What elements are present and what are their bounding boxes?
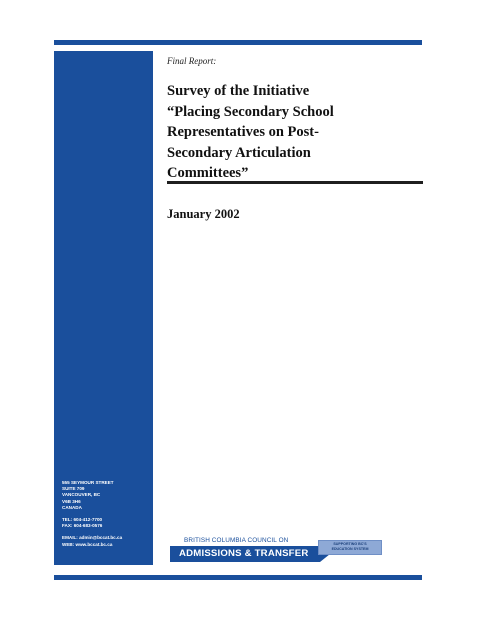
report-title-line: “Placing Secondary School [167,103,334,120]
logo-council-text: BRITISH COLUMBIA COUNCIL ON [184,537,289,544]
report-header [167,56,423,184]
logo-name-text: ADMISSIONS & TRANSFER [179,548,309,559]
address-country: CANADA [62,504,82,510]
bccat-logo [170,535,386,567]
address-block [62,480,152,548]
address-city: VANCOUVER, BC [62,492,101,498]
report-date: January 2002 [167,207,240,221]
logo-tagline-badge [318,540,382,555]
logo-tagline-line: SUPPORTING BC'S [333,542,367,546]
address-suite: SUITE 709 [62,486,85,492]
report-title-line: Representatives on Post- [167,124,319,140]
report-title-line: Committees” [167,165,249,181]
title-rule [167,181,423,184]
address-street: 555 SEYMOUR STREET [62,480,114,485]
bottom-rule [54,575,422,580]
top-rule [54,40,422,45]
address-email: EMAIL: admin@bccat.bc.ca [62,535,123,541]
address-tel: TEL: 604-412-7700 [62,517,103,523]
report-title-line: Survey of the Initiative [167,83,310,99]
address-fax: FAX: 604-683-0576 [62,523,103,529]
report-title-line: Secondary Articulation [167,144,311,161]
logo-tagline [321,542,379,551]
address-web: WEB: www.bccat.bc.ca [62,541,113,547]
report-title [167,81,423,184]
report-eyebrow: Final Report: [167,56,217,66]
address-postal: V6B 3H6 [62,498,81,504]
logo-tagline-line: EDUCATION SYSTEM [331,546,369,551]
